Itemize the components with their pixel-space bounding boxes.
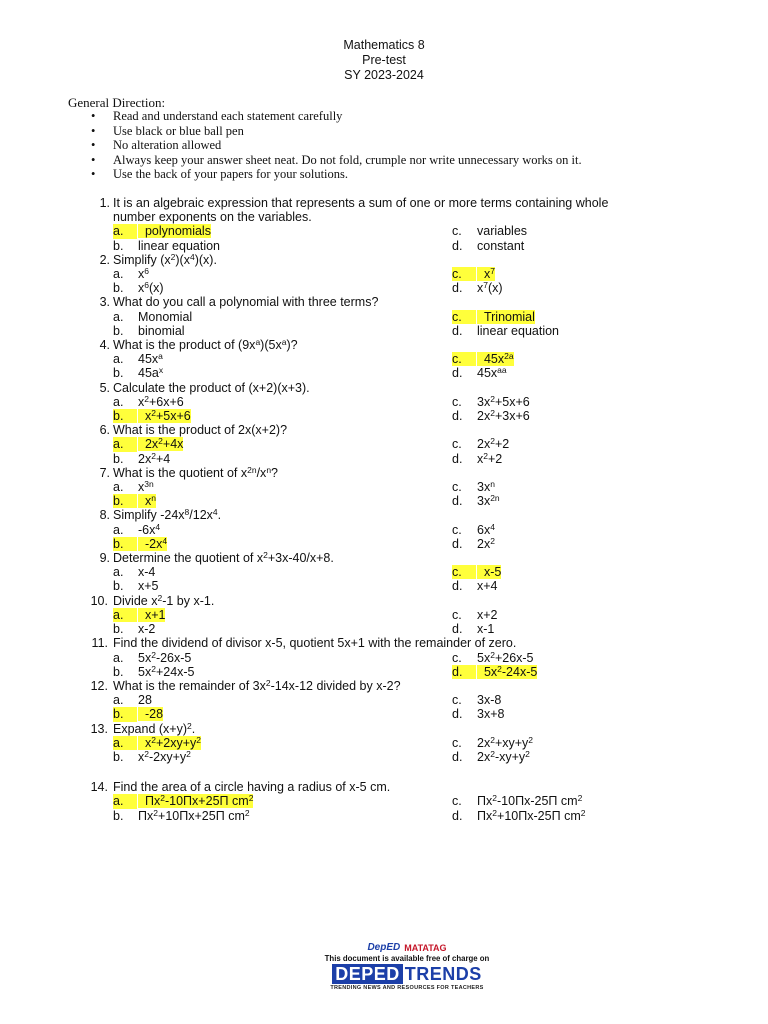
option-letter: d. [452,808,463,823]
option-text: constant [477,238,525,253]
highlighted-answer: $-2x^4$ [138,537,167,551]
question-number: 3. [99,295,110,310]
answer-option [113,281,452,295]
option-text: $x^6(x)$ [138,280,164,296]
answer-option [452,437,752,451]
option-letter: b. [113,537,137,551]
highlighted-answer: $45x^{2a}$ [477,352,514,366]
option-letter: a. [113,224,137,238]
option-text: variables [477,224,528,239]
question-text: 4. What is the product of $(9x^a)(5x^a)$? [88,338,728,352]
option-text: $x^2+6x+6$ [138,393,184,409]
answer-options [88,693,728,721]
direction-item: • Read and understand each statement carefully [88,109,582,124]
highlighted-answer: $x^7$ [477,267,495,281]
option-letter: c. [452,794,462,809]
question-text: 10. Divide $x^2-1$ by x-1. [88,594,728,608]
answer-options [88,437,728,465]
question-item [88,423,728,466]
option-text: $45x^a$ [138,351,163,367]
document-header [0,38,768,83]
option-letter: a. [113,437,137,451]
answer-option [452,651,752,665]
questions-list [88,196,728,823]
option-letter: b. [113,409,137,423]
option-letter: a. [113,480,124,495]
answer-option [452,794,752,808]
question-item [88,508,728,551]
option-text: binomial [138,323,185,338]
answer-options [88,310,728,338]
question-text: 9. Determine the quotient of $x^2+3x-40/x+8$. [88,551,728,565]
answer-option [452,565,752,579]
answer-option [113,437,452,451]
option-letter: c. [452,735,462,750]
option-letter: d. [452,366,463,381]
option-letter: b. [113,494,137,508]
option-letter: c. [452,693,462,708]
answer-option [452,452,752,466]
answer-option [113,750,452,764]
answer-options [88,565,728,593]
option-text: $3x^2+5x+6$ [477,393,530,409]
answer-option [452,224,752,238]
question-text: 3. What do you call a polynomial with three terms? [88,295,728,309]
question-number: 2. [99,252,110,267]
question-text: 1. It is an algebraic expression that represents a sum of one or more terms containing whole [88,196,728,210]
school-year: SY 2023-2024 [344,68,424,82]
option-text: $6x^4$ [477,521,495,537]
answer-option [452,395,752,409]
option-letter: b. [113,238,124,253]
answer-option [452,537,752,551]
option-text: $x^2+2$ [477,450,503,466]
highlighted-answer: $2x^2+4x$ [138,437,183,451]
answer-option [452,352,752,366]
answer-option [113,665,452,679]
option-letter: a. [113,565,124,580]
question-item [88,636,728,679]
question-text: 7. What is the quotient of $x^{2n}/x^n$? [88,466,728,480]
answer-option [113,267,452,281]
option-text: $x^6$ [138,266,149,282]
option-text: $5x^2+26x-5$ [477,649,534,665]
answer-option [113,494,452,508]
option-text: $x^2-2xy+y^2$ [138,748,191,764]
answer-option [452,310,752,324]
question-item [88,780,728,823]
option-text: $\Pi x^2-10\Pi x-25\Pi$ $cm^2$ [477,793,583,809]
option-letter: a. [113,309,124,324]
option-letter: c. [452,394,462,409]
option-text: $\Pi x^2+10\Pi x+25\Pi$ $cm^2$ [138,807,250,823]
answer-option [113,224,452,238]
answer-option [452,665,752,679]
option-text: $-6x^4$ [138,521,161,537]
option-text: $2x^2+3x+6$ [477,408,530,424]
question-item [88,722,728,765]
brand-logo [312,964,502,984]
answer-options [88,736,728,764]
deped-logo: DepED [367,942,401,953]
option-text: Monomial [138,309,193,324]
answer-option [113,693,452,707]
answer-option [452,707,752,721]
option-letter: d. [452,238,463,253]
answer-option [113,736,452,750]
question-number: 1. [99,196,110,210]
answer-option [452,523,752,537]
option-letter: d. [452,494,463,509]
option-letter: a. [113,650,124,665]
question-number: 14. [90,780,108,795]
option-letter: d. [452,622,463,637]
answer-option [113,565,452,579]
direction-item: • Always keep your answer sheet neat. Do not fold, crumple nor write unnecessary works on it. [88,153,582,168]
option-letter: b. [113,579,124,594]
answer-options [88,651,728,679]
answer-option [113,809,452,823]
option-letter: b. [113,664,124,679]
option-text: x+5 [138,579,159,594]
option-letter: d. [452,665,476,679]
option-letter: c. [452,310,476,324]
answer-option [113,622,452,636]
directions-title: General Direction: [68,95,166,110]
option-text: linear equation [138,238,221,253]
answer-option [113,452,452,466]
option-letter: a. [113,267,124,282]
question-number: 7. [99,465,110,480]
question-text: 5. Calculate the product of (x+2)(x+3). [88,381,728,395]
option-letter: d. [452,323,463,338]
option-text: $3x^{2n}$ [477,493,500,509]
option-text: $2x^2+xy+y^2$ [477,734,534,750]
option-letter: b. [113,622,124,637]
answer-option [113,409,452,423]
answer-option [452,324,752,338]
option-letter: c. [452,224,462,239]
answer-option [113,523,452,537]
answer-option [452,281,752,295]
answer-options [88,267,728,295]
answer-options [88,523,728,551]
directions-list [88,109,582,182]
answer-option [452,750,752,764]
question-text: 12. What is the remainder of $3x^2-14x-12$ divided by x-2? [88,679,728,693]
answer-option [452,409,752,423]
question-item [88,594,728,637]
answer-option [113,480,452,494]
option-text: x-1 [477,622,495,637]
highlighted-answer: x-5 [477,565,501,579]
option-text: $2x^2$ [477,535,495,551]
option-letter: d. [452,749,463,764]
answer-option [113,395,452,409]
question-text: 11. Find the dividend of divisor x-5, quotient 5x+1 with the remainder of zero. [88,636,728,650]
answer-options [88,352,728,380]
option-letter: c. [452,267,476,281]
question-number: 11. [91,636,108,651]
highlighted-answer: $x^2+5x+6$ [138,409,191,423]
option-letter: b. [113,281,124,296]
option-text: $2x^2+2$ [477,436,510,452]
option-letter: c. [452,565,476,579]
footer-logos [312,942,502,953]
option-letter: a. [113,394,124,409]
highlighted-answer: polynomials [138,224,211,238]
brand-tagline: TRENDING NEWS AND RESOURCES FOR TEACHERS [330,985,484,991]
option-letter: d. [452,536,463,551]
question-item [88,381,728,424]
highlighted-answer: Trinomial [477,310,535,324]
answer-option [113,324,452,338]
answer-options [88,480,728,508]
answer-option [452,622,752,636]
answer-option [113,352,452,366]
question-item [88,253,728,296]
option-letter: b. [113,808,124,823]
question-item [88,295,728,338]
footer-branding [312,942,502,1002]
question-number: 6. [99,423,110,438]
answer-option [452,736,752,750]
option-letter: a. [113,352,124,367]
option-letter: c. [452,437,462,452]
question-item [88,338,728,381]
option-letter: c. [452,352,476,366]
option-letter: a. [113,794,137,808]
answer-option [113,608,452,622]
matatag-logo: MATATAG [404,942,447,953]
option-letter: a. [113,608,137,622]
option-letter: c. [452,650,462,665]
highlighted-answer: $5x^2-24x-5$ [477,665,537,679]
question-number: 13. [90,721,108,736]
option-text: $x^{3n}$ [138,479,154,495]
brand-deped: DEPED [332,964,403,984]
answer-option [113,366,452,380]
brand-trends: TRENDS [404,964,482,984]
option-text: $45x^{aa}$ [477,365,507,381]
option-letter: b. [113,323,124,338]
test-type: Pre-test [362,53,406,67]
option-text: linear equation [477,323,560,338]
option-letter: d. [452,579,463,594]
highlighted-answer: x+1 [138,608,165,622]
question-text: number exponents on the variables. [113,210,312,225]
highlighted-answer: -28 [138,707,163,721]
question-number: 8. [99,508,110,523]
option-letter: d. [452,707,463,722]
question-text: 13. Expand $(x+y)^2$. [88,722,728,736]
question-number: 10. [90,593,108,608]
option-letter: d. [452,451,463,466]
option-letter: a. [113,693,124,708]
answer-option [452,579,752,593]
answer-option [113,579,452,593]
answer-options [88,794,728,822]
answer-option [452,366,752,380]
option-text: $2x^2-xy+y^2$ [477,748,530,764]
option-text: 3x+8 [477,707,505,722]
option-text: x+4 [477,579,498,594]
option-text: $x^7(x)$ [477,280,503,296]
availability-note: This document is available free of charge on [324,954,490,963]
answer-option [113,310,452,324]
highlighted-answer: $\Pi x^2-10\Pi x+25\Pi$ $cm^2$ [138,794,253,808]
direction-item: • No alteration allowed [88,138,582,153]
highlighted-answer: $x^2+2xy+y^2$ [138,736,201,750]
answer-options [88,608,728,636]
option-letter: b. [113,451,124,466]
option-text: $5x^2+24x-5$ [138,663,195,679]
answer-option [452,494,752,508]
highlighted-answer: $x^n$ [138,494,156,508]
option-text: x-2 [138,622,156,637]
option-letter: c. [452,480,462,495]
question-item [88,679,728,722]
answer-option [452,693,752,707]
option-letter: b. [113,749,124,764]
option-letter: c. [452,522,462,537]
answer-option [452,480,752,494]
direction-item: • Use the back of your papers for your solutions. [88,167,582,182]
question-item [88,196,728,253]
option-letter: a. [113,736,137,750]
answer-options [88,395,728,423]
question-number: 5. [99,380,110,395]
option-text: $5x^2-26x-5$ [138,649,192,665]
answer-options [88,224,728,252]
question-number: 12. [90,678,108,693]
subject-title: Mathematics 8 [343,38,425,52]
option-text: $2x^2+4$ [138,450,171,466]
option-letter: d. [452,281,463,296]
answer-option [452,239,752,253]
option-letter: c. [452,607,462,622]
option-letter: b. [113,366,124,381]
option-text: $\Pi x^2+10\Pi x-25\Pi$ $cm^2$ [477,807,586,823]
option-text: x+2 [477,607,498,622]
answer-option [113,651,452,665]
question-number: 4. [99,338,110,353]
question-number: 9. [99,551,110,566]
answer-option [113,537,452,551]
option-letter: a. [113,522,124,537]
answer-option [452,809,752,823]
option-text: x-4 [138,565,156,580]
direction-item: • Use black or blue ball pen [88,124,582,139]
answer-option [113,239,452,253]
question-item [88,466,728,509]
question-text: 2. Simplify $(x^2)(x^4)(x)$. [88,253,728,267]
answer-option [452,267,752,281]
question-text: 14. Find the area of a circle having a radius of x-5 cm. [88,780,728,794]
answer-option [113,794,452,808]
option-letter: d. [452,409,463,424]
question-item [88,551,728,594]
option-letter: b. [113,707,137,721]
option-text: 3x-8 [477,693,502,708]
answer-option [452,608,752,622]
option-text: 28 [138,693,152,708]
question-text: 8. Simplify $-24x^8/12x^4$. [88,508,728,522]
answer-option [113,707,452,721]
question-text: 6. What is the product of 2x(x+2)? [88,423,728,437]
option-text: $45a^x$ [138,365,164,381]
option-text: $3x^n$ [477,479,495,495]
